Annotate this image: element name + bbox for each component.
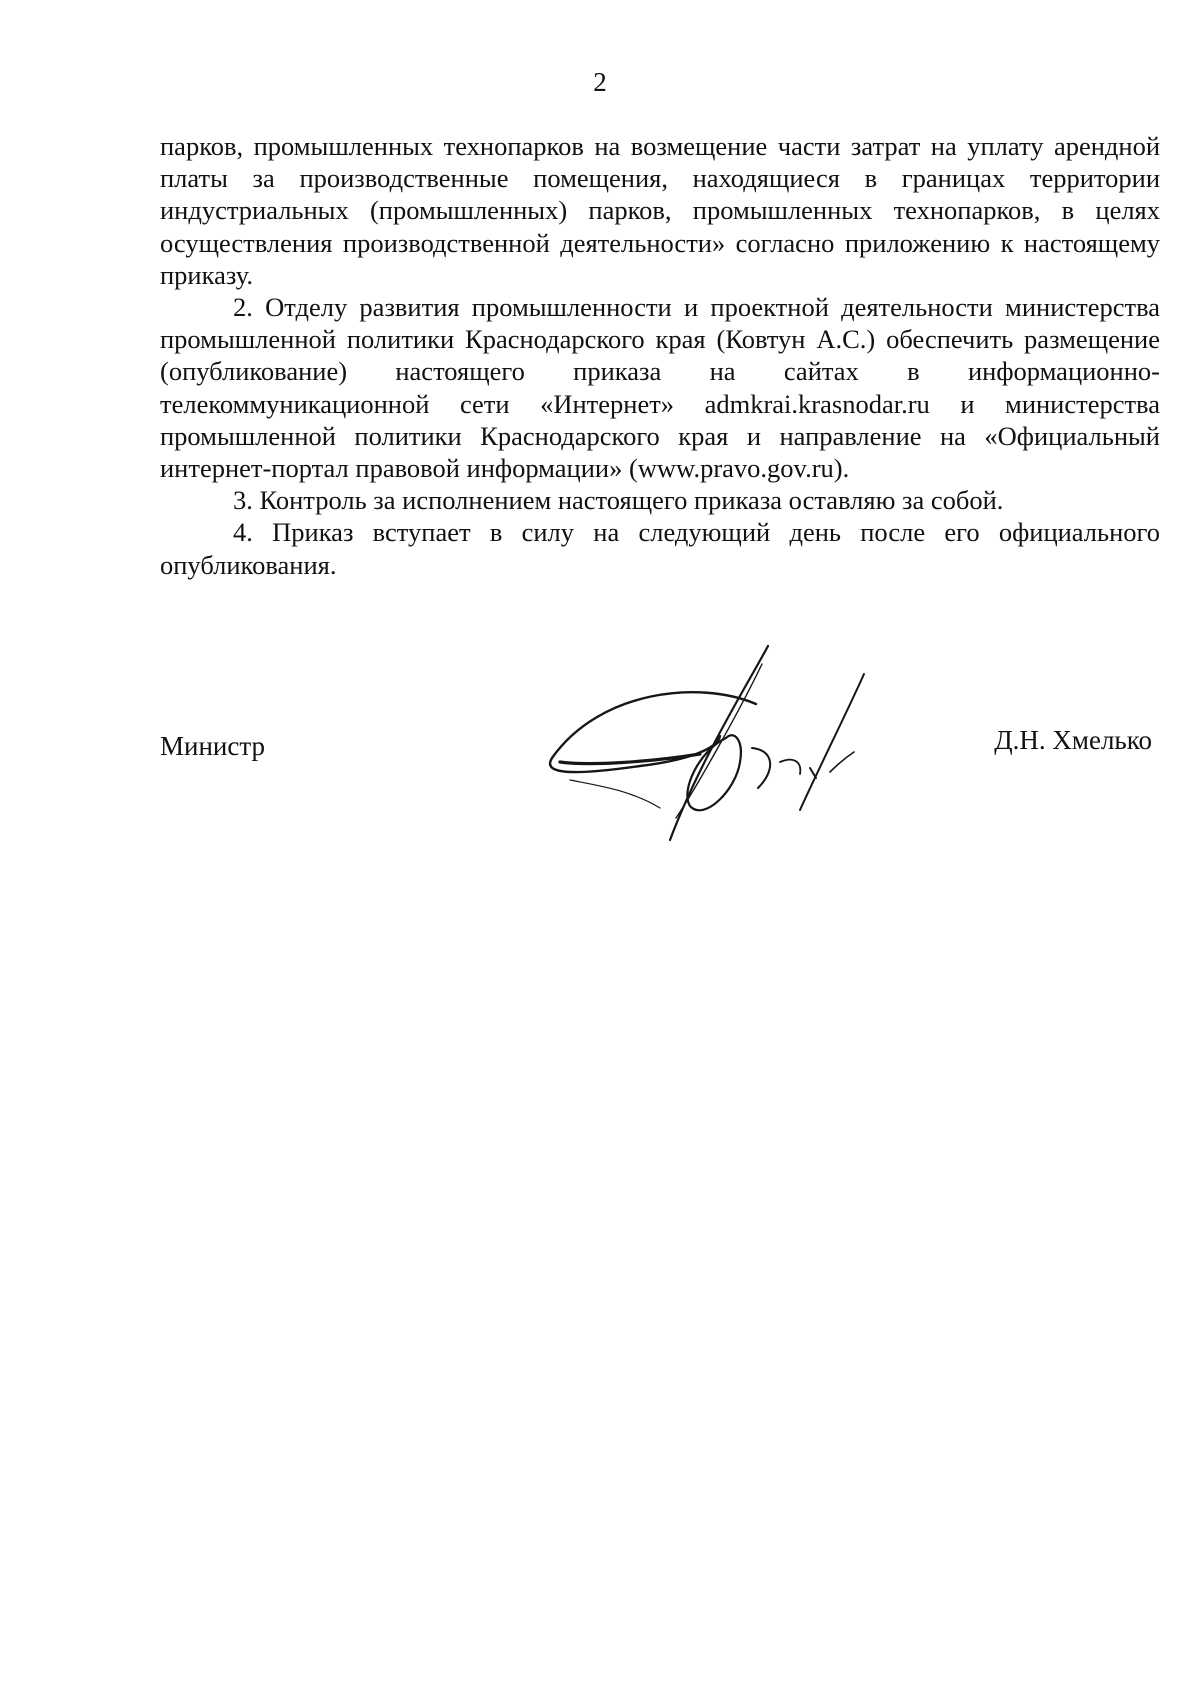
signature-oval: [687, 735, 741, 810]
handwritten-signature-icon: [530, 640, 950, 860]
signature-loop-tail: [570, 780, 660, 808]
signature-end-stroke: [830, 752, 854, 772]
document-body: [160, 130, 1160, 581]
signatory-title: Министр: [160, 731, 265, 761]
signature-hook-2: [780, 760, 800, 774]
page-number: 2: [593, 67, 607, 97]
paragraph-4: 4. Приказ вступает в силу на следующий день после его официального опубликования.: [160, 517, 1160, 580]
signature-hook-1: [752, 748, 770, 788]
paragraph-2: 2. Отделу развития промышленности и проектной деятельности министерства промышленной политики Краснодарского края (Ковтун А.С.) обеспечить размещение (опубликование) настоящего приказа на сайтах в информационно-телекоммуникационной сети «Интернет» admkrai.krasnodar.ru и министерства промышленной политики Краснодарского края и направление на «Официальный интернет-портал правовой информации» (www.pravo.gov.ru).: [160, 292, 1160, 484]
paragraph-1: парков, промышленных технопарков на возмещение части затрат на уплату арендной платы за производственные помещения, находящиеся в границах территории индустриальных (промышленных) парков, промышленных технопарков, в целях осуществления производственной деятельности» согласно приложению к настоящему приказу.: [160, 131, 1160, 290]
paragraph-3: 3. Контроль за исполнением настоящего приказа оставляю за собой.: [233, 485, 1004, 516]
signature-slash: [800, 674, 864, 810]
signatory-name: Д.Н. Хмелько: [994, 725, 1152, 755]
